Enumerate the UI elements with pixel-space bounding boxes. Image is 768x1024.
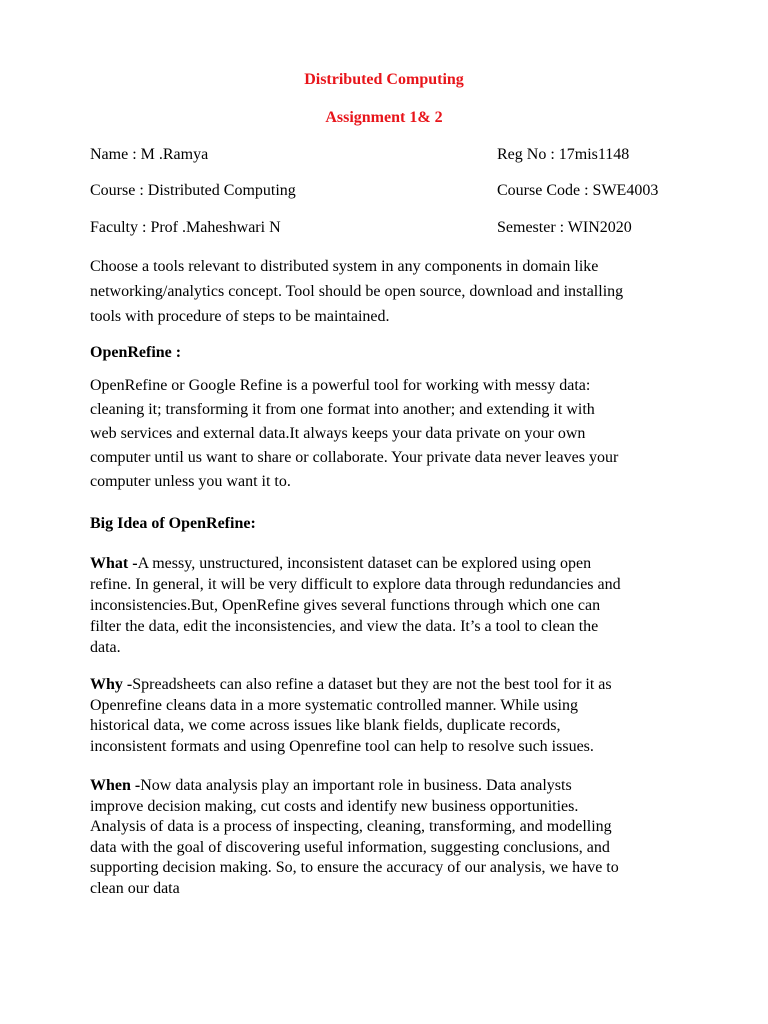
why-paragraph bbox=[90, 675, 690, 757]
openrefine-paragraph bbox=[90, 374, 690, 494]
document-title: Distributed Computing bbox=[304, 71, 464, 88]
text-line: inconsistent formats and using Openrefine tool can help to resolve such issues. bbox=[90, 737, 594, 755]
text-line: networking/analytics concept. Tool should be open source, download and installing bbox=[90, 283, 624, 300]
text-line: tools with procedure of steps to be maintained. bbox=[90, 308, 390, 325]
registration-number: Reg No : 17mis1148 bbox=[497, 146, 630, 163]
text-line: OpenRefine or Google Refine is a powerful tool for working with messy data: bbox=[90, 377, 591, 394]
text-line bbox=[90, 553, 690, 574]
text-span: Spreadsheets can also refine a dataset but they are not the best tool for it as bbox=[132, 676, 612, 693]
course-name: Course : Distributed Computing bbox=[90, 182, 296, 199]
intro-paragraph bbox=[90, 254, 690, 329]
text-span: A messy, unstructured, inconsistent dataset can be explored using open bbox=[137, 555, 592, 572]
text-line: Choose a tools relevant to distributed system in any components in domain like bbox=[90, 258, 599, 275]
text-line: web services and external data.It always keeps your data private on your own bbox=[90, 425, 586, 442]
text-line: Analysis of data is a process of inspecting, cleaning, transforming, and modelling bbox=[90, 818, 612, 835]
text-line: clean our data bbox=[90, 879, 180, 897]
what-paragraph bbox=[90, 553, 690, 658]
text-line bbox=[90, 675, 690, 696]
semester: Semester : WIN2020 bbox=[497, 219, 632, 236]
text-line: improve decision making, cut costs and identify new business opportunities. bbox=[90, 797, 579, 815]
what-label: What - bbox=[90, 555, 138, 572]
student-name: Name : M .Ramya bbox=[90, 146, 209, 163]
course-code: Course Code : SWE4003 bbox=[497, 182, 659, 199]
when-label: When - bbox=[90, 777, 141, 794]
openrefine-heading: OpenRefine : bbox=[90, 344, 182, 361]
text-line: data. bbox=[90, 639, 121, 656]
text-line: Openrefine cleans data in a more systematic controlled manner. While using bbox=[90, 696, 578, 714]
text-line: computer until us want to share or collaborate. Your private data never leaves your bbox=[90, 449, 619, 466]
text-line: data with the goal of discovering useful information, suggesting conclusions, and bbox=[90, 838, 610, 856]
text-line: historical data, we come across issues like blank fields, duplicate records, bbox=[90, 717, 561, 734]
faculty-name: Faculty : Prof .Maheshwari N bbox=[90, 219, 281, 236]
document-subtitle: Assignment 1& 2 bbox=[325, 109, 443, 126]
text-line: supporting decision making. So, to ensure the accuracy of our analysis, we have to bbox=[90, 859, 619, 876]
text-line: refine. In general, it will be very difficult to explore data through redundancies and bbox=[90, 576, 621, 593]
text-line: cleaning it; transforming it from one format into another; and extending it with bbox=[90, 401, 595, 418]
text-line: inconsistencies.But, OpenRefine gives several functions through which one can bbox=[90, 597, 601, 614]
when-paragraph bbox=[90, 776, 690, 899]
why-label: Why - bbox=[90, 676, 133, 693]
text-line: computer unless you want it to. bbox=[90, 473, 291, 490]
text-line: filter the data, edit the inconsistencies, and view the data. It’s a tool to clean the bbox=[90, 618, 599, 635]
text-span: Now data analysis play an important role in business. Data analysts bbox=[140, 777, 572, 794]
text-line bbox=[90, 776, 690, 797]
big-idea-heading: Big Idea of OpenRefine: bbox=[90, 515, 256, 532]
